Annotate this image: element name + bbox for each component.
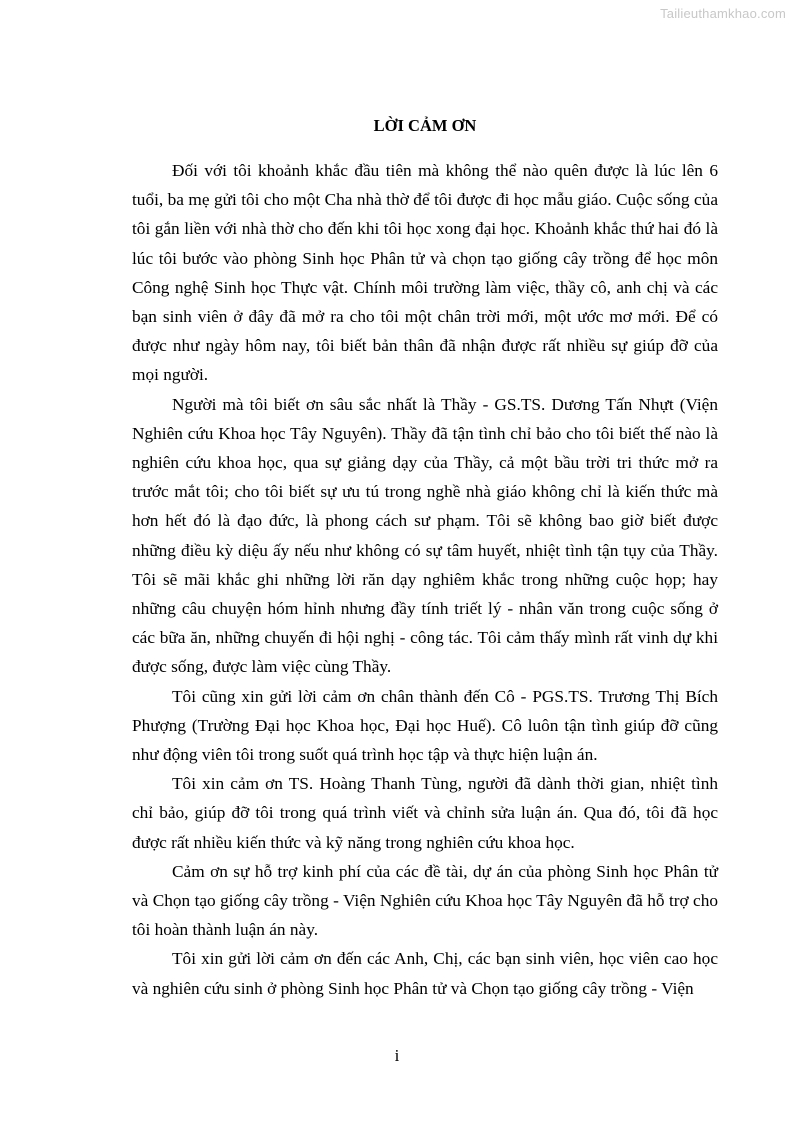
document-body (132, 113, 718, 1003)
watermark-text: Tailieuthamkhao.com (660, 6, 786, 21)
paragraph-5: Cảm ơn sự hỗ trợ kinh phí của các đề tài, dự án của phòng Sinh học Phân tử và Chọn tạo giống cây trồng - Viện Nghiên cứu Khoa học Tây Nguyên đã hỗ trợ cho tôi hoàn thành luận án này. (132, 861, 718, 940)
paragraph-1: Đối với tôi khoảnh khắc đầu tiên mà không thể nào quên được là lúc lên 6 tuổi, ba mẹ gửi tôi cho một Cha nhà thờ để tôi được đi học mẫu giáo. Cuộc sống của tôi gắn liền với nhà thờ cho đến khi tôi học xong đại học. Khoảnh khắc thứ hai đó là lúc tôi bước vào phòng Sinh học Phân tử và chọn tạo giống cây trồng để học môn Công nghệ Sinh học Thực vật. Chính môi trường làm việc, thầy cô, anh chị và các bạn sinh viên ở đây đã mở ra cho tôi một chân trời mới, một ước mơ mới. Để có được như ngày hôm nay, tôi biết bản thân đã nhận được rất nhiều sự giúp đỡ của mọi người. (132, 161, 718, 385)
paragraph-4: Tôi xin cảm ơn TS. Hoàng Thanh Tùng, người đã dành thời gian, nhiệt tình chỉ bảo, giúp đỡ tôi trong quá trình viết và chỉnh sửa luận án. Qua đó, tôi đã học được rất nhiều kiến thức và kỹ năng trong nghiên cứu khoa học. (132, 774, 718, 852)
page-title: LỜI CẢM ƠN (373, 116, 477, 135)
paragraph-2: Người mà tôi biết ơn sâu sắc nhất là Thầy - GS.TS. Dương Tấn Nhựt (Viện Nghiên cứu Khoa học Tây Nguyên). Thầy đã tận tình chỉ bảo cho tôi biết thế nào là nghiên cứu khoa học, qua sự giảng dạy của Thầy, cả một bầu trời tri thức mở ra trước mắt tôi; cho tôi biết sự ưu tú trong nghề nhà giáo không chỉ là kiến thức mà hơn hết đó là đạo đức, là phong cách sư phạm. Tôi sẽ không bao giờ biết được những điều kỳ diệu ấy nếu như không có sự tâm huyết, nhiệt tình tận tụy của Thầy. Tôi sẽ mãi khắc ghi những lời răn dạy nghiêm khắc trong những cuộc họp; hay những câu chuyện hóm hỉnh nhưng đầy tính triết lý - nhân văn trong cuộc sống ở các bữa ăn, những chuyến đi hội nghị - công tác. Tôi cảm thấy mình rất vinh dự khi được sống, được làm việc cùng Thầy. (132, 394, 718, 677)
paragraph-6: Tôi xin gửi lời cảm ơn đến các Anh, Chị, các bạn sinh viên, học viên cao học và nghiên cứu sinh ở phòng Sinh học Phân tử và Chọn tạo giống cây trồng - Viện (132, 949, 718, 998)
page-number: i (394, 1046, 400, 1065)
paragraph-3: Tôi cũng xin gửi lời cảm ơn chân thành đến Cô - PGS.TS. Trương Thị Bích Phượng (Trường Đại học Khoa học, Đại học Huế). Cô luôn tận tình giúp đỡ cũng như động viên tôi trong suốt quá trình học tập và thực hiện luận án. (132, 686, 718, 765)
